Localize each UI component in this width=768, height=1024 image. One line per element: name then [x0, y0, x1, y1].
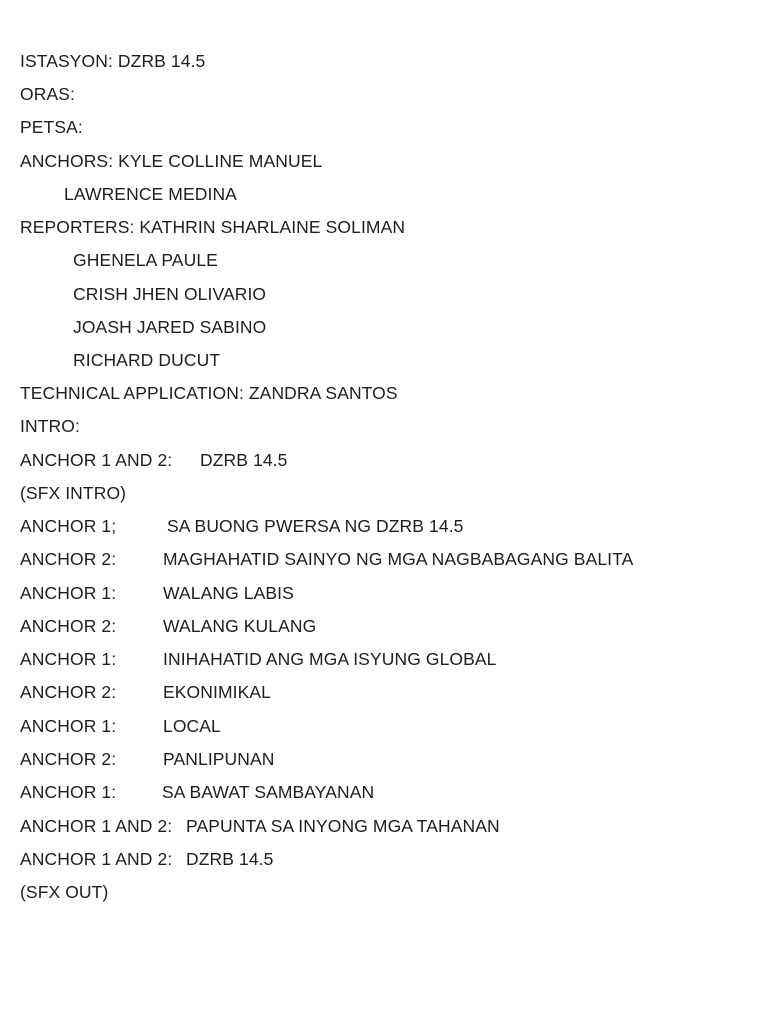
- script-cue-text: MAGHAHATID SAINYO NG MGA NAGBABAGANG BALITA: [163, 549, 634, 569]
- station-line: ISTASYON: DZRB 14.5: [20, 51, 206, 71]
- reporter-name: CRISH JHEN OLIVARIO: [73, 284, 267, 304]
- script-line: [20, 714, 221, 738]
- script-line: [20, 814, 500, 838]
- anchor-name-second: LAWRENCE MEDINA: [64, 184, 237, 204]
- script-speaker: ANCHOR 1:: [20, 716, 117, 736]
- script-cue-text: PANLIPUNAN: [163, 749, 275, 769]
- script-cue-text: DZRB 14.5: [200, 450, 288, 470]
- script-line: [20, 847, 274, 871]
- script-speaker: ANCHOR 1 AND 2:: [20, 816, 173, 836]
- date-line: PETSA:: [20, 117, 83, 137]
- script-speaker: ANCHOR 1:: [20, 583, 117, 603]
- script-line: [20, 747, 275, 771]
- script-cue-text: DZRB 14.5: [186, 849, 274, 869]
- script-line: [20, 780, 375, 804]
- script-cue-text: WALANG LABIS: [163, 583, 294, 603]
- script-speaker: ANCHOR 2:: [20, 682, 117, 702]
- script-line: [20, 514, 464, 538]
- script-cue-text: WALANG KULANG: [163, 616, 317, 636]
- script-line: [20, 481, 126, 505]
- script-line: [20, 647, 497, 671]
- anchors-line: ANCHORS: KYLE COLLINE MANUEL: [20, 151, 323, 171]
- script-cue-text: EKONIMIKAL: [163, 682, 271, 702]
- time-line: ORAS:: [20, 84, 75, 104]
- script-cue-text: INIHAHATID ANG MGA ISYUNG GLOBAL: [163, 649, 497, 669]
- script-speaker: ANCHOR 1:: [20, 649, 117, 669]
- technical-line: TECHNICAL APPLICATION: ZANDRA SANTOS: [20, 383, 398, 403]
- script-line: [20, 448, 288, 472]
- script-line: [20, 680, 271, 704]
- script-line: [20, 614, 317, 638]
- script-speaker: (SFX OUT): [20, 882, 109, 902]
- script-cue-text: PAPUNTA SA INYONG MGA TAHANAN: [186, 816, 500, 836]
- script-cue-text: SA BAWAT SAMBAYANAN: [162, 782, 375, 802]
- script-line: [20, 581, 294, 605]
- script-line: [20, 880, 108, 904]
- script-speaker: (SFX INTRO): [20, 483, 127, 503]
- reporter-name: JOASH JARED SABINO: [73, 317, 267, 337]
- intro-heading: INTRO:: [20, 416, 80, 436]
- script-speaker: ANCHOR 1:: [20, 782, 117, 802]
- reporter-name: RICHARD DUCUT: [73, 350, 221, 370]
- script-speaker: ANCHOR 1 AND 2:: [20, 450, 173, 470]
- script-cue-text: SA BUONG PWERSA NG DZRB 14.5: [167, 516, 464, 536]
- script-speaker: ANCHOR 2:: [20, 549, 117, 569]
- script-cue-text: LOCAL: [163, 716, 221, 736]
- reporter-name: GHENELA PAULE: [73, 250, 218, 270]
- script-line: [20, 547, 634, 571]
- reporters-line: REPORTERS: KATHRIN SHARLAINE SOLIMAN: [20, 217, 406, 237]
- script-speaker: ANCHOR 1 AND 2:: [20, 849, 173, 869]
- script-speaker: ANCHOR 2:: [20, 616, 117, 636]
- script-speaker: ANCHOR 1;: [20, 516, 117, 536]
- script-speaker: ANCHOR 2:: [20, 749, 117, 769]
